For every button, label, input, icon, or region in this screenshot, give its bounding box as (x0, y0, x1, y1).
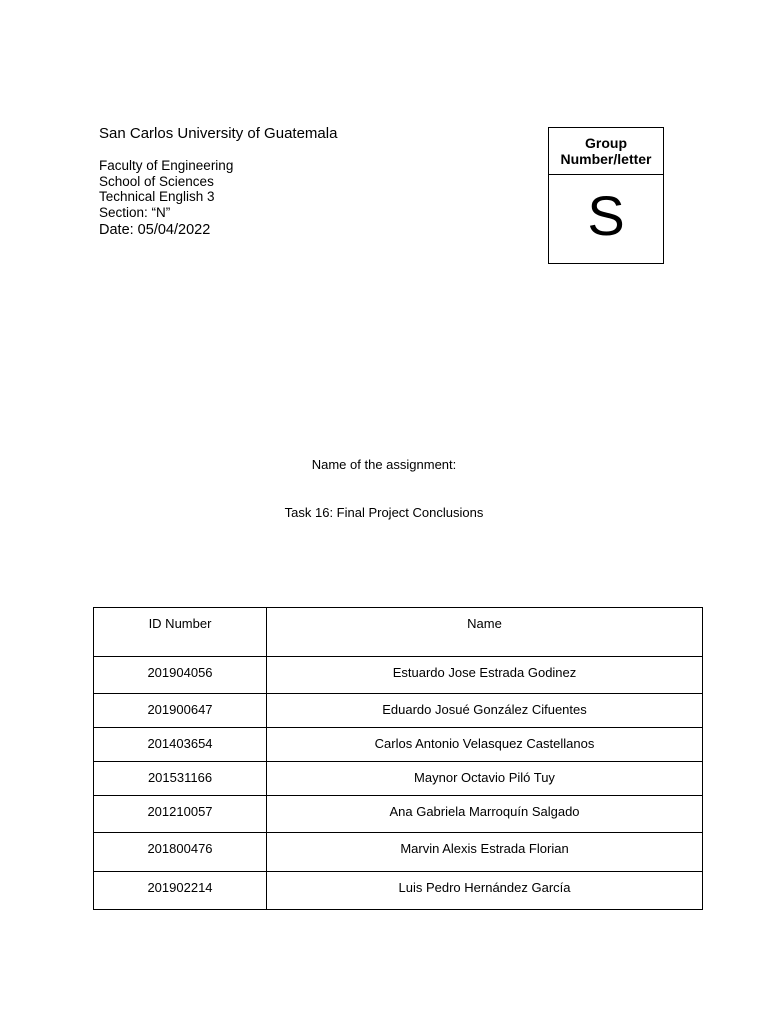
table-header-row (94, 608, 703, 657)
table-row (94, 872, 703, 910)
name-cell: Eduardo Josué González Cifuentes (267, 694, 703, 728)
school-name: School of Sciences (99, 173, 214, 189)
course-name: Technical English 3 (99, 189, 215, 204)
members-table (93, 607, 703, 910)
table-row (94, 728, 703, 762)
group-title (549, 128, 663, 175)
name-cell: Ana Gabriela Marroquín Salgado (267, 796, 703, 833)
name-cell: Luis Pedro Hernández García (267, 872, 703, 910)
id-cell: 201904056 (94, 657, 267, 694)
group-title-line1: Group (585, 135, 627, 151)
group-box (548, 127, 664, 264)
university-name: San Carlos University of Guatemala (99, 125, 338, 142)
name-cell: Marvin Alexis Estrada Florian (267, 833, 703, 872)
faculty-name: Faculty of Engineering (99, 158, 234, 173)
id-cell: 201210057 (94, 796, 267, 833)
name-cell: Estuardo Jose Estrada Godinez (267, 657, 703, 694)
table-row (94, 657, 703, 694)
id-cell: 201800476 (94, 833, 267, 872)
table-row (94, 694, 703, 728)
group-title-line2: Number/letter (560, 151, 652, 167)
section-label: Section: “N” (99, 204, 171, 220)
id-cell: 201900647 (94, 694, 267, 728)
date-label: Date: 05/04/2022 (99, 222, 211, 238)
id-cell: 201531166 (94, 762, 267, 796)
id-column-header: ID Number (94, 608, 267, 657)
id-cell: 201403654 (94, 728, 267, 762)
table-row (94, 762, 703, 796)
name-cell: Maynor Octavio Piló Tuy (267, 762, 703, 796)
document-header (99, 124, 337, 238)
id-cell: 201902214 (94, 872, 267, 910)
group-letter: S (587, 184, 625, 247)
table-row (94, 796, 703, 833)
name-column-header: Name (267, 608, 703, 657)
table-row (94, 833, 703, 872)
assignment-label: Name of the assignment: (311, 457, 457, 472)
name-cell: Carlos Antonio Velasquez Castellanos (267, 728, 703, 762)
assignment-name: Task 16: Final Project Conclusions (284, 505, 484, 520)
